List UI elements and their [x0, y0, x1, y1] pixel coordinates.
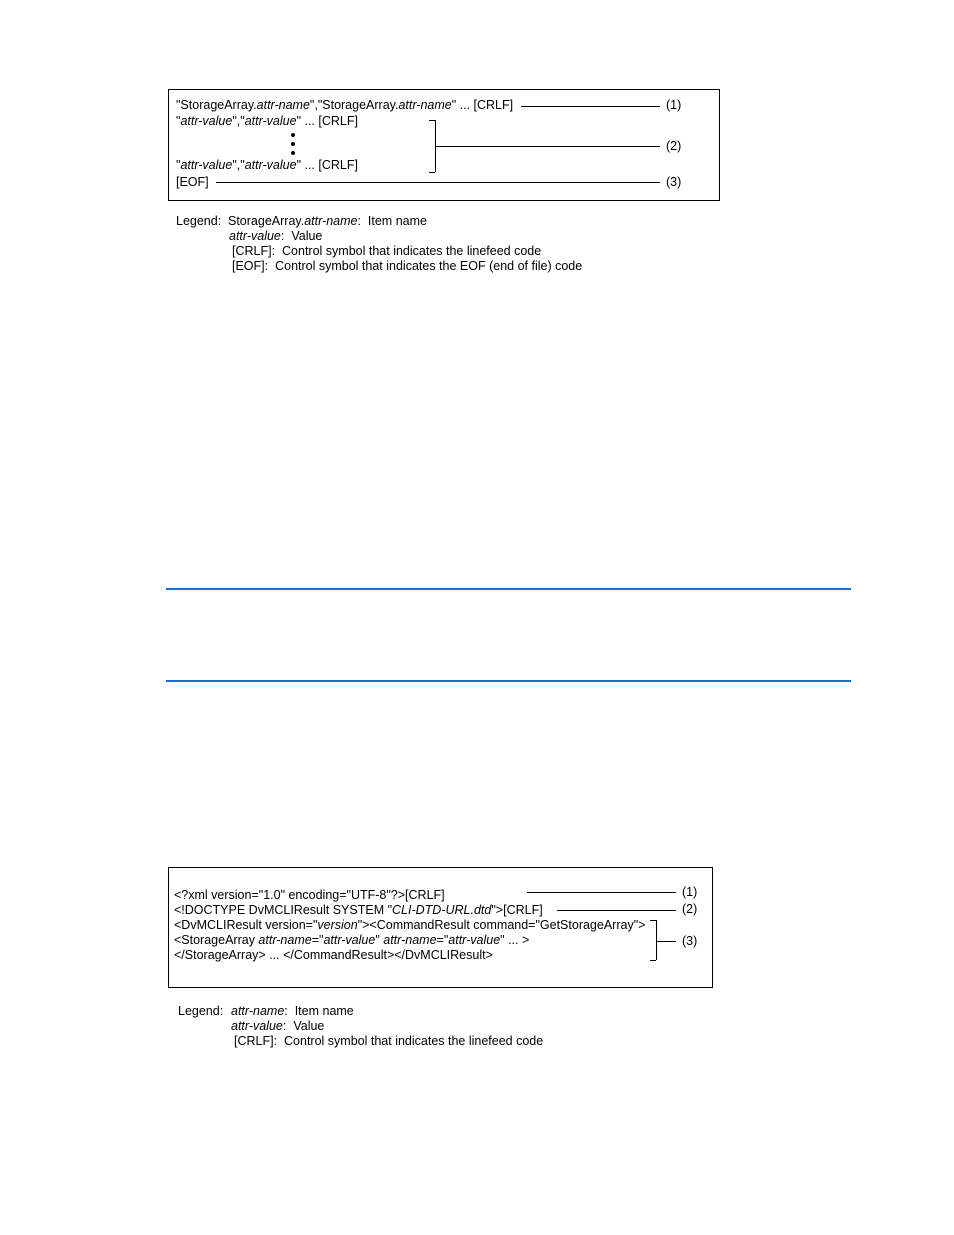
- bracket-3-bottom: [650, 960, 656, 961]
- callout-label-2: (2): [666, 139, 682, 153]
- ellipsis-dot: [291, 142, 295, 146]
- csv-eof-line: [EOF]: [176, 175, 209, 189]
- csv-value-line-last: "attr-value","attr-value" ... [CRLF]: [176, 158, 358, 172]
- callout-label-3: (3): [682, 934, 698, 948]
- legend-item-item-name: attr-name: Item name: [231, 1004, 354, 1018]
- callout-leader-2: [557, 910, 676, 911]
- callout-label-1: (1): [666, 98, 682, 112]
- csv-value-line-first: "attr-value","attr-value" ... [CRLF]: [176, 114, 358, 128]
- callout-label-2: (2): [682, 902, 698, 916]
- callout-leader-1: [527, 892, 676, 893]
- legend-label: Legend:: [178, 1004, 224, 1018]
- ellipsis-dot: [291, 151, 295, 155]
- legend-item-crlf: [CRLF]: Control symbol that indicates the linefeed code: [234, 1034, 544, 1048]
- callout-leader-2: [435, 146, 660, 147]
- xml-result-line: <DvMCLIResult version="version"><CommandResult command="GetStorageArray">: [174, 918, 646, 932]
- callout-leader-1: [521, 106, 660, 107]
- ellipsis-dot: [291, 133, 295, 137]
- callout-leader-3: [656, 941, 676, 942]
- legend-label: Legend:: [176, 214, 222, 228]
- note-rule-top: [166, 588, 851, 590]
- note-rule-bottom: [166, 680, 851, 682]
- legend-item-value: attr-value: Value: [229, 229, 323, 243]
- callout-label-1: (1): [682, 885, 698, 899]
- callout-label-3: (3): [666, 175, 682, 189]
- bracket-2-bottom: [429, 172, 435, 173]
- legend-item-eof: [EOF]: Control symbol that indicates the EOF (end of file) code: [232, 259, 583, 273]
- legend-item-crlf: [CRLF]: Control symbol that indicates the linefeed code: [232, 244, 542, 258]
- csv-header-line: "StorageArray.attr-name","StorageArray.attr-name" ... [CRLF]: [176, 98, 514, 112]
- legend-item-item-name: StorageArray.attr-name: Item name: [228, 214, 427, 228]
- xml-doctype-line: <!DOCTYPE DvMCLIResult SYSTEM "CLI-DTD-URL.dtd">[CRLF]: [174, 903, 543, 917]
- legend-item-value: attr-value: Value: [231, 1019, 325, 1033]
- bracket-3-side: [656, 920, 657, 960]
- xml-declaration-line: <?xml version="1.0" encoding="UTF-8"?>[CRLF]: [174, 888, 445, 902]
- callout-leader-3: [216, 182, 660, 183]
- xml-storage-array-line: <StorageArray attr-name="attr-value" attr-name="attr-value" ... >: [174, 933, 530, 947]
- xml-closing-line: </StorageArray> ... </CommandResult></DvMCLIResult>: [174, 948, 493, 962]
